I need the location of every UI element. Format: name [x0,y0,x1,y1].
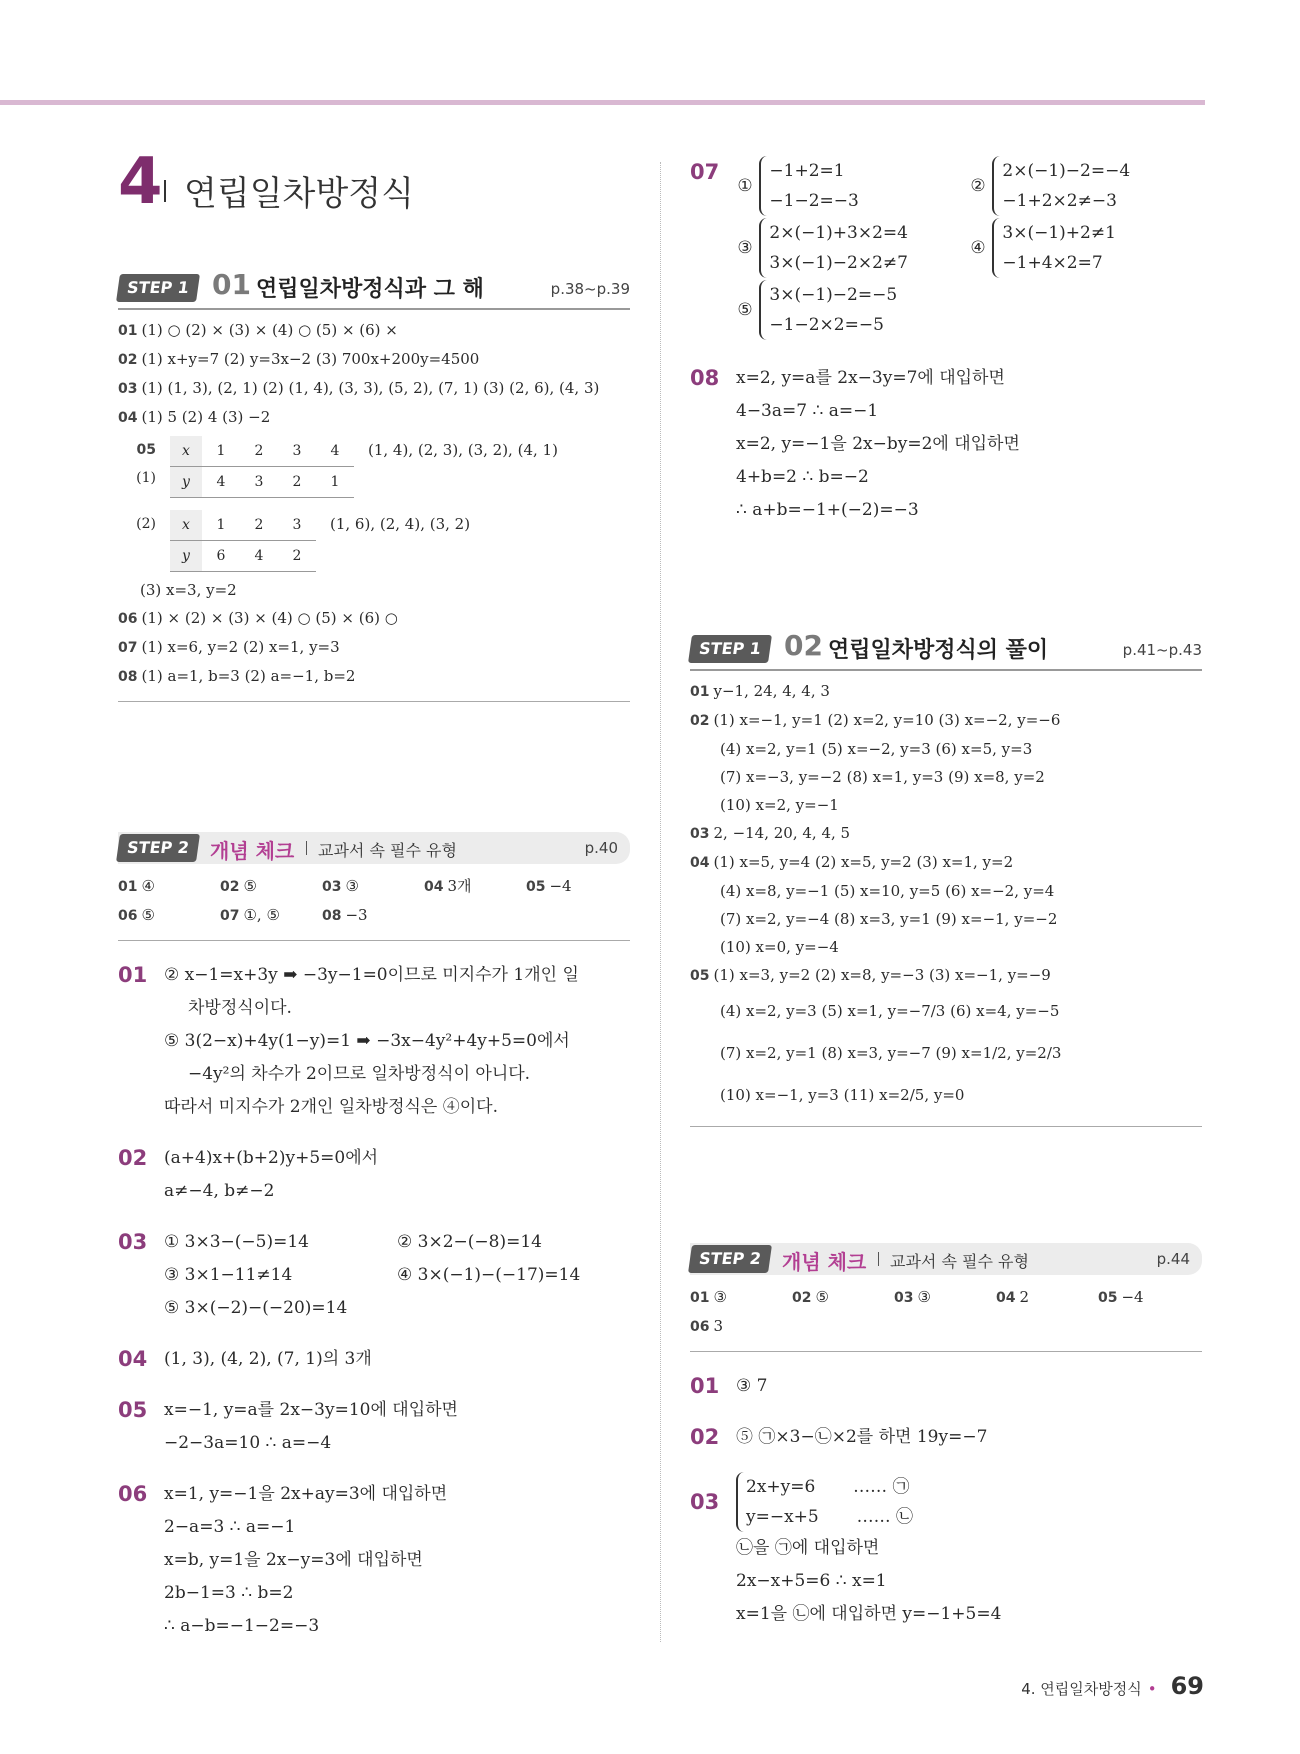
chapter-number: 4 [118,145,163,219]
footer-bullet: • [1147,1680,1157,1698]
answer-line: (10) x=−1, y=3 (11) x=2/5, y=0 [720,1086,965,1104]
answer-line: (7) x=−3, y=−2 (8) x=1, y=3 (9) x=8, y=2 [720,768,1045,786]
left-column [118,145,630,1643]
table-result: (1, 4), (2, 3), (3, 2), (4, 1) [368,441,558,459]
page-number: 69 [1170,1672,1204,1700]
grid-answer: 03 ③ [894,1288,931,1306]
solution-02: 02 (a+4)x+(b+2)y+5=0에서 a≠−4, b≠−2 [118,1146,379,1201]
answer-line: (7) x=2, y=−4 (8) x=3, y=1 (9) x=−1, y=−2 [720,910,1058,928]
step1b-answer-list [690,677,1202,1116]
solution-06: 06 x=1, y=−1을 2x+ay=3에 대입하면 2−a=3 ∴ a=−1 x=b, y=1을 2x−y=3에 대입하면 2b−1=3 ∴ b=2 ∴ a−b=−1−2=−3 [118,1482,448,1636]
solution-01: 01 ② x−1=x+3y ➡ −3y−1=0이므로 미지수가 1개인 일 차방정식이다. ⑤ 3(2−x)+4y(1−y)=1 ➡ −3x−4y²+4y+5=0에서 −4y²의 차수가 2이므로 일차방정식이 아니다. 따라서 미지수가 2개인 일차방정식은 ④이다. [118,963,579,1117]
answer-line: 07 (1) x=6, y=2 (2) x=1, y=3 [118,638,340,656]
grid-answer: 06 ⑤ [118,906,155,924]
grid-answer: 05 −4 [1098,1288,1144,1306]
answer-line: 02 (1) x=−1, y=1 (2) x=2, y=10 (3) x=−2, y=−6 [690,711,1061,729]
section-rule [690,1351,1202,1352]
step2a-answer-grid [118,872,630,930]
grid-answer: 02 ⑤ [220,877,257,895]
right-column [690,156,1202,1631]
column-divider [660,162,661,1642]
answer-line: (4) x=8, y=−1 (5) x=10, y=5 (6) x=−2, y=4 [720,882,1055,900]
solution-07: 07 ① −1+2=1 −1−2=−3 ② 2×(−1)−2=−4 −1+2×2≠−3 ③ 2×(−1)+3×2=4 3×(−1)−2×2≠7 ④ 3×(−1)+2≠1 −1+4×2=7 ⑤ 3×(−1)−2=−5 −1−2×2=−5 [690,156,1202,340]
solution-03: 03 ① 3×3−(−5)=14 ② 3×2−(−8)=14 ③ 3×1−11≠14 ④ 3×(−1)−(−17)=14 ⑤ 3×(−2)−(−20)=14 [118,1230,581,1318]
value-table: x 1 2 3 y 6 4 2 [170,510,316,572]
answer-line: 02 (1) x+y=7 (2) y=3x−2 (3) 700x+200y=4500 [118,350,480,368]
solution-05: 05 x=−1, y=a를 2x−3y=10에 대입하면 −2−3a=10 ∴ a=−4 [118,1398,458,1453]
answer-line: (4) x=2, y=3 (5) x=1, y=−7/3 (6) x=4, y=−5 [720,1002,1060,1020]
footer-chapter-label: 4. 연립일차방정식 [1021,1680,1142,1698]
equation-system: 2x+y=6 …… ㉠ y=−x+5 …… ㉡ [736,1472,913,1532]
grid-answer: 03 ③ [322,877,359,895]
chapter-bar [164,180,166,202]
step2-title: 개념 체크 [210,839,295,863]
answer-line: 04 (1) 5 (2) 4 (3) −2 [118,408,271,426]
answer-line: (7) x=2, y=1 (8) x=3, y=−7 (9) x=1/2, y=2/3 [720,1044,1062,1062]
step2-page: p.44 [1156,1250,1190,1268]
section-page-range: p.41~p.43 [1122,641,1202,659]
step-tag: STEP 2 [688,1245,772,1273]
page-footer [1021,1672,1204,1700]
solution-04: 04 (1, 3), (4, 2), (7, 1)의 3개 [118,1347,372,1371]
step2-subtitle: 교과서 속 필수 유형 [318,841,457,860]
section-title: 연립일차방정식과 그 해 [256,277,484,302]
answer-line: (4) x=2, y=1 (5) x=−2, y=3 (6) x=5, y=3 [720,740,1033,758]
step-tag: STEP 2 [116,834,200,862]
answer-line: (10) x=2, y=−1 [720,796,839,814]
grid-answer: 01 ③ [690,1288,727,1306]
grid-answer: 04 3개 [424,877,472,895]
solution-r02: 02 ⑤ ㉠×3−㉡×2를 하면 19y=−7 [690,1425,988,1449]
step2b-answer-grid [690,1283,1202,1341]
chapter-heading [118,145,630,250]
section-rule [118,940,630,941]
solution-r01: 01 ③ 7 [690,1374,768,1398]
grid-answer: 06 3 [690,1317,724,1335]
section-title: 연립일차방정식의 풀이 [828,638,1049,663]
answer-line: 04 (1) x=5, y=4 (2) x=5, y=2 (3) x=1, y=2 [690,853,1014,871]
answer-line: 03 2, −14, 20, 4, 4, 5 [690,824,851,842]
step-tag: STEP 1 [116,274,200,302]
grid-answer: 08 −3 [322,906,368,924]
q05-table-2: (2) x 1 2 3 y 6 4 2 (1, 6), (2, 4), (3, 2) [118,510,630,572]
step2-title: 개념 체크 [782,1250,867,1274]
grid-answer: 07 ①, ⑤ [220,906,280,924]
section-number: 02 [784,629,823,662]
value-table: x 1 2 3 4 y 4 3 2 1 [170,436,354,498]
step2-page: p.40 [584,839,618,857]
solution-r03: 03 2x+y=6 …… ㉠ y=−x+5 …… ㉡ ㉡을 ㉠에 대입하면 2x−x+5=6 ∴ x=1 x=1을 ㉡에 대입하면 y=−1+5=4 [690,1472,1202,1631]
solution-08: 08 x=2, y=a를 2x−3y=7에 대입하면 4−3a=7 ∴ a=−1 x=2, y=−1을 2x−by=2에 대입하면 4+b=2 ∴ b=−2 ∴ a+b=−1+(−2)=−3 [690,366,1020,520]
chapter-title: 연립일차방정식 [184,174,414,214]
grid-answer: 04 2 [996,1288,1030,1306]
step2-header-p40 [118,832,630,864]
step2-subtitle: 교과서 속 필수 유형 [890,1252,1029,1271]
grid-answer: 01 ④ [118,877,155,895]
section-page-range: p.38~p.39 [550,280,630,298]
answer-line: 01 y−1, 24, 4, 4, 3 [690,682,830,700]
answer-line: 01 (1) ○ (2) × (3) × (4) ○ (5) × (6) × [118,321,398,339]
answer-line: (10) x=0, y=−4 [720,938,839,956]
grid-answer: 05 −4 [526,877,572,895]
step1-section-01-header [118,264,630,310]
answer-line: 08 (1) a=1, b=3 (2) a=−1, b=2 [118,667,356,685]
answer-line: 03 (1) (1, 3), (2, 1) (2) (1, 4), (3, 3), (5, 2), (7, 1) (3) (2, 6), (4, 3) [118,379,600,397]
step-tag: STEP 1 [688,635,772,663]
step1-section-02-header [690,625,1202,671]
table-result: (1, 6), (2, 4), (3, 2) [330,515,471,533]
q05-table-1: 05 (1) x 1 2 3 4 y 4 3 2 1 (1, 4), (2, 3), (3, 2), (4, 1) [118,436,630,498]
answer-line: 05 (1) x=3, y=2 (2) x=8, y=−3 (3) x=−1, y=−9 [690,966,1051,984]
top-rule [0,100,1205,105]
section-number: 01 [212,268,251,301]
step1a-answer-list [118,316,630,691]
step2-header-p44 [690,1243,1202,1275]
answer-line: 06 (1) × (2) × (3) × (4) ○ (5) × (6) ○ [118,609,398,627]
answer-line: (3) x=3, y=2 [140,581,237,599]
grid-answer: 02 ⑤ [792,1288,829,1306]
